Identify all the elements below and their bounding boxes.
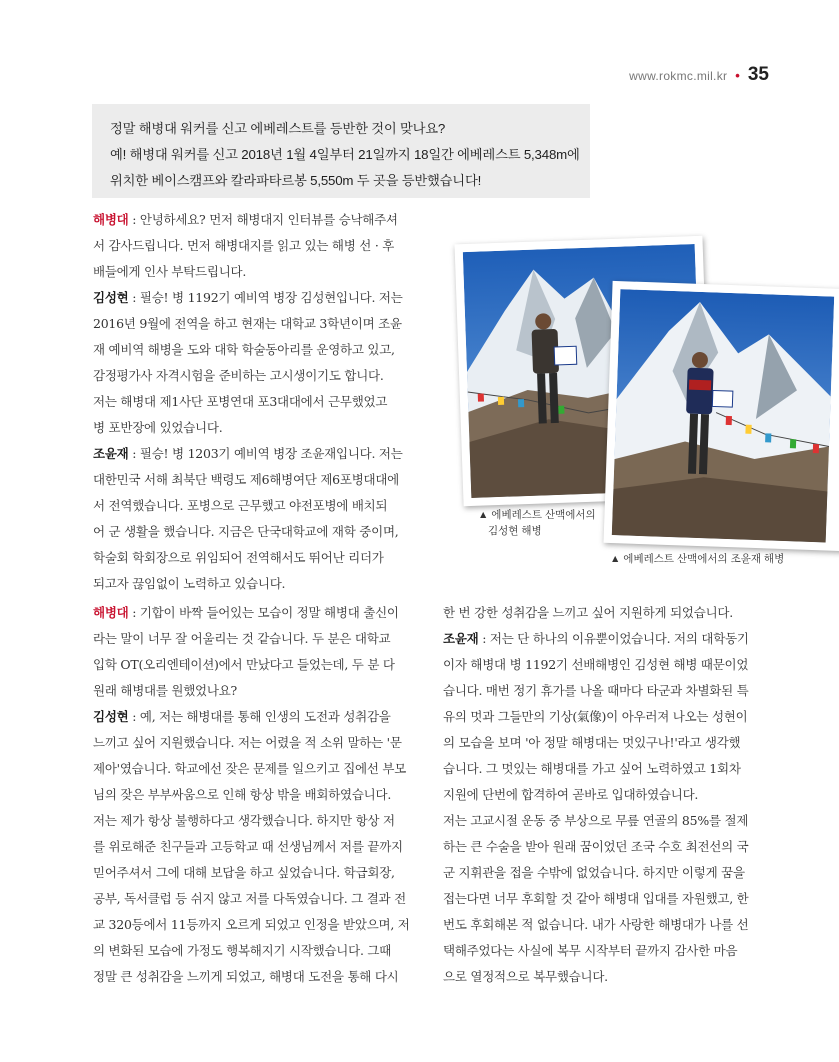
photo-cho-yoonjae	[604, 281, 839, 551]
paragraph-line: 지원에 단번에 합격하여 곧바로 입대하였습니다.	[443, 787, 699, 802]
paragraph-line: 저는 해병대 제1사단 포병연대 포3대대에서 근무했었고	[93, 394, 388, 409]
page-header	[629, 64, 769, 86]
question-line-1: 정말 해병대 워커를 신고 에베레스트를 등반한 것이 맞나요?	[110, 121, 446, 136]
speaker-name: 조윤재	[443, 631, 479, 646]
paragraph-line: 교 320등에서 11등까지 오르게 되었고 인정을 받았으며, 저	[93, 917, 410, 932]
question-box	[92, 104, 590, 198]
paragraph-line: 감정평가사 자격시험을 준비하는 고시생이기도 합니다.	[93, 368, 384, 383]
everest-photo-2	[612, 289, 834, 542]
paragraph-line: 대한민국 서해 최북단 백령도 제6해병여단 제6포병대대에	[93, 472, 399, 487]
paragraph-line: 유의 멋과 그들만의 기상(氣像)이 아우러져 나오는 성현이	[443, 709, 748, 724]
paragraph-line: 학술회 학회장으로 위임되어 전역해서도 뛰어난 리더가	[93, 550, 384, 565]
speaker-name: 해병대	[93, 605, 129, 620]
site-url: www.rokmc.mil.kr	[629, 69, 728, 83]
paragraph-line: 김성현 : 예, 저는 해병대를 통해 인생의 도전과 성취감을	[93, 709, 391, 724]
speaker-name: 조윤재	[93, 446, 129, 461]
paragraph-line: 이자 해병대 병 1192기 선배해병인 김성현 해병 때문이었	[443, 657, 749, 672]
paragraph-line: 어 군 생활을 했습니다. 지금은 단국대학교에 재학 중이며,	[93, 524, 399, 539]
paragraph-line: 군 지휘관을 접을 수밖에 없었습니다. 하지만 이렇게 꿈을	[443, 865, 745, 880]
paragraph-line: 습니다. 그 멋있는 해병대를 가고 싶어 노력하였고 1회차	[443, 761, 741, 776]
paragraph-line: 배들에게 인사 부탁드립니다.	[93, 264, 247, 279]
paragraph-line: 접는다면 너무 후회할 것 같아 해병대 입대를 자원했고, 한	[443, 891, 749, 906]
answer-line-2: 위치한 베이스캠프와 칼라파타르봉 5,550m 두 곳을 등반했습니다!	[110, 173, 482, 188]
paragraph-line: 김성현 : 필승! 병 1192기 예비역 병장 김성현입니다. 저는	[93, 290, 403, 305]
paragraph-line: 조윤재 : 저는 단 하나의 이유뿐이었습니다. 저의 대학동기	[443, 631, 749, 646]
paragraph-line: 번도 후회해본 적 없습니다. 내가 사랑한 해병대가 나를 선	[443, 917, 749, 932]
paragraph-line: 의 변화된 모습에 가정도 행복해지기 시작했습니다. 그때	[93, 943, 392, 958]
paragraph-line: 해병대 : 기합이 바짝 들어있는 모습이 정말 해병대 출신이	[93, 605, 399, 620]
paragraph-line: 믿어주셔서 그에 대해 보답을 하고 싶었습니다. 학급회장,	[93, 865, 395, 880]
paragraph-line: 조윤재 : 필승! 병 1203기 예비역 병장 조윤재입니다. 저는	[93, 446, 403, 461]
paragraph-line: 공부, 독서클럽 등 쉬지 않고 저를 다독였습니다. 그 결과 전	[93, 891, 406, 906]
paragraph-line: 재 예비역 해병을 도와 대학 학술동아리를 운영하고 있고,	[93, 342, 395, 357]
speaker-name: 김성현	[93, 290, 129, 305]
paragraph-line: 하는 큰 수술을 받아 원래 꿈이었던 조국 수호 최전선의 국	[443, 839, 749, 854]
paragraph-line: 정말 큰 성취감을 느끼게 되었고, 해병대 도전을 통해 다시	[93, 969, 399, 984]
paragraph-line: 2016년 9월에 전역을 하고 현재는 대학교 3학년이며 조윤	[93, 316, 402, 331]
paragraph-line: 되고자 끊임없이 노력하고 있습니다.	[93, 576, 286, 591]
paragraph-line: 병 포반장에 있었습니다.	[93, 420, 223, 435]
section2-left-column	[93, 600, 437, 990]
paragraph-line: 원래 해병대를 원했었나요?	[93, 683, 237, 698]
page-number: 35	[747, 64, 769, 85]
paragraph-line: 입학 OT(오리엔테이션)에서 만났다고 들었는데, 두 분 다	[93, 657, 395, 672]
paragraph-line: 의 모습을 보며 '아 정말 해병대는 멋있구나!'라고 생각했	[443, 735, 741, 750]
paragraph-line: 서 전역했습니다. 포병으로 근무했고 야전포병에 배치되	[93, 498, 388, 513]
paragraph-line: 저는 제가 항상 불행하다고 생각했습니다. 하지만 항상 저	[93, 813, 395, 828]
speaker-name: 김성현	[93, 709, 129, 724]
paragraph-line: 으로 열정적으로 복무했습니다.	[443, 969, 608, 984]
paragraph-line: 라는 말이 너무 잘 어울리는 것 같습니다. 두 분은 대학교	[93, 631, 391, 646]
header-bullet: •	[735, 68, 740, 83]
paragraph-line: 제아'였습니다. 학교에선 잦은 문제를 일으키고 집에선 부모	[93, 761, 407, 776]
section1-column	[93, 207, 437, 597]
section2-right-column	[443, 600, 789, 990]
speaker-name: 해병대	[93, 212, 129, 227]
paragraph-line: 습니다. 매번 정기 휴가를 나올 때마다 타군과 차별화된 특	[443, 683, 749, 698]
paragraph-line: 느끼고 싶어 지원했습니다. 저는 어렸을 적 소위 말하는 '문	[93, 735, 402, 750]
answer-line-1: 예! 해병대 워커를 신고 2018년 1월 4일부터 21일까지 18일간 에베레스트 5,348m에	[110, 147, 580, 162]
paragraph-line: 님의 잦은 부부싸움으로 인해 항상 밖을 배회하였습니다.	[93, 787, 392, 802]
photo-caption-1: ▲ 에베레스트 산맥에서의 김성현 해병	[478, 509, 596, 537]
photo-caption-2: ▲ 에베레스트 산맥에서의 조윤재 해병	[610, 553, 785, 565]
paragraph-line: 택해주었다는 사실에 복무 시작부터 끝까지 감사한 마음	[443, 943, 738, 958]
paragraph-line: 저는 고교시절 운동 중 부상으로 무릎 연골의 85%를 절제	[443, 813, 749, 828]
paragraph-line: 한 번 강한 성취감을 느끼고 싶어 지원하게 되었습니다.	[443, 605, 733, 620]
paragraph-line: 를 위로해준 친구들과 고등학교 때 선생님께서 저를 끝까지	[93, 839, 403, 854]
paragraph-line: 서 감사드립니다. 먼저 해병대지를 읽고 있는 해병 선 · 후	[93, 238, 395, 253]
paragraph-line: 해병대 : 안녕하세요? 먼저 해병대지 인터뷰를 승낙해주셔	[93, 212, 398, 227]
